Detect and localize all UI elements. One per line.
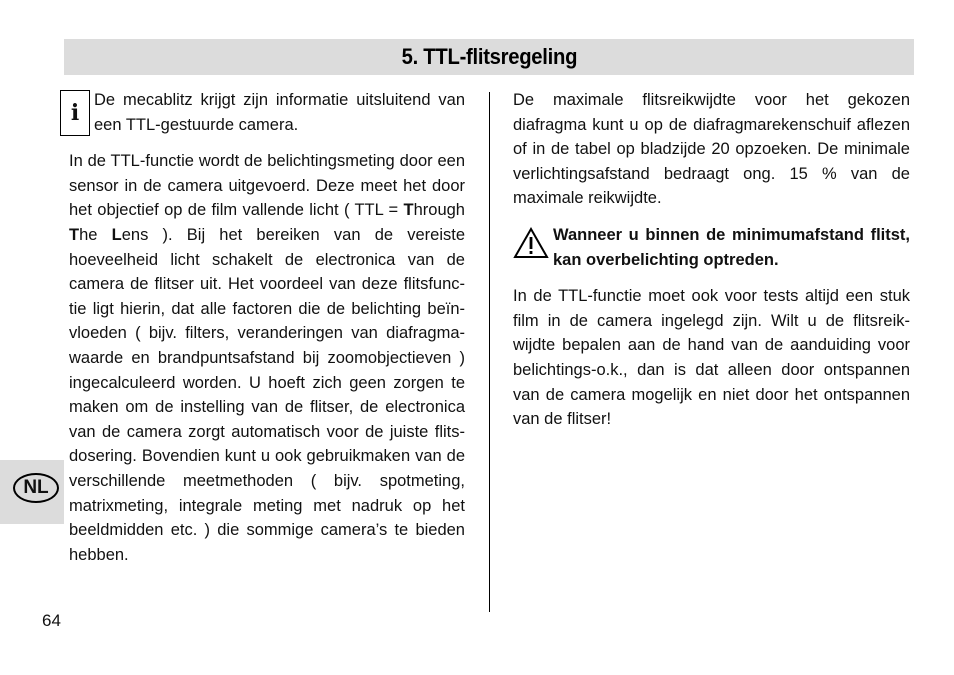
text-he: he	[79, 225, 112, 244]
left-column	[69, 88, 465, 567]
info-i-icon: i	[60, 90, 90, 136]
test-film-paragraph: In de TTL-functie moet ook voor tests altijd een stuk film in de camera ingelegd zijn. Wilt u de flitsreik-wijdte bepalen aan de hand van de aanduiding voor belichtings-o.k., dan is dat alleen door ontspannen van de camera mogelijk en niet door het ontspannen van de flitser!	[513, 287, 910, 429]
section-header	[64, 39, 914, 75]
warning-text: Wanneer u binnen de minimumafstand flitst, kan overbelichting optreden.	[553, 225, 910, 269]
text-hrough: hrough	[413, 201, 465, 220]
page-number: 64	[42, 611, 61, 630]
info-note	[60, 88, 465, 137]
body-text-part1: In de TTL-functie wordt de belichtingsmeting door een sensor in de camera uitgevoerd. Deze meet het door het objectief op de film vallende licht ( TTL =	[69, 152, 465, 220]
range-paragraph: De maximale flitsreikwijdte voor het gekozen diafragma kunt u op de diafragmarekenschuif aflezen of in de tabel op bladzijde 20 opzoeken. De minimale verlichtingsafstand bedraagt ong. 15 % van de maximale reikwijdte.	[513, 91, 910, 208]
page-title: 5. TTL-flitsregeling	[401, 44, 577, 69]
warning-triangle-icon	[513, 227, 549, 259]
column-divider	[489, 92, 490, 612]
body-paragraph-ttl	[69, 149, 465, 567]
bold-letter-l: L	[111, 225, 122, 244]
language-badge: NL	[13, 473, 59, 503]
info-text: De mecablitz krijgt zijn informatie uitsluitend van een TTL-gestuurde camera.	[94, 91, 465, 134]
right-column	[513, 88, 910, 432]
bold-letter-t2: T	[69, 225, 80, 244]
warning-note	[513, 223, 910, 272]
bold-letter-t1: T	[403, 201, 414, 220]
body-text-part2: ens ). Bij het bereiken van de vereiste hoeveelheid licht schakelt de electronica van de camera de flitser uit. Het voordeel van deze flitsfunc-tie ligt hierin, dat alle factoren die de belichting beïn-vloeden ( bijv. filters, veranderingen van diafragma-waarde en brandpuntsafstand bij zoomobjectieven ) ingecalculeerd worden. U hoeft zich geen zorgen te maken om de instelling van de flitser, de electronica van de camera zorgt automatisch voor de juiste flits-dosering. Bovendien kunt u ook gebruikmaken van de verschillende meetmethoden ( bijv. spotmeting, matrixmeting, integrale meting met nadruk op het beeldmidden etc. ) die sommige camera’s te bieden hebben.	[69, 225, 466, 564]
